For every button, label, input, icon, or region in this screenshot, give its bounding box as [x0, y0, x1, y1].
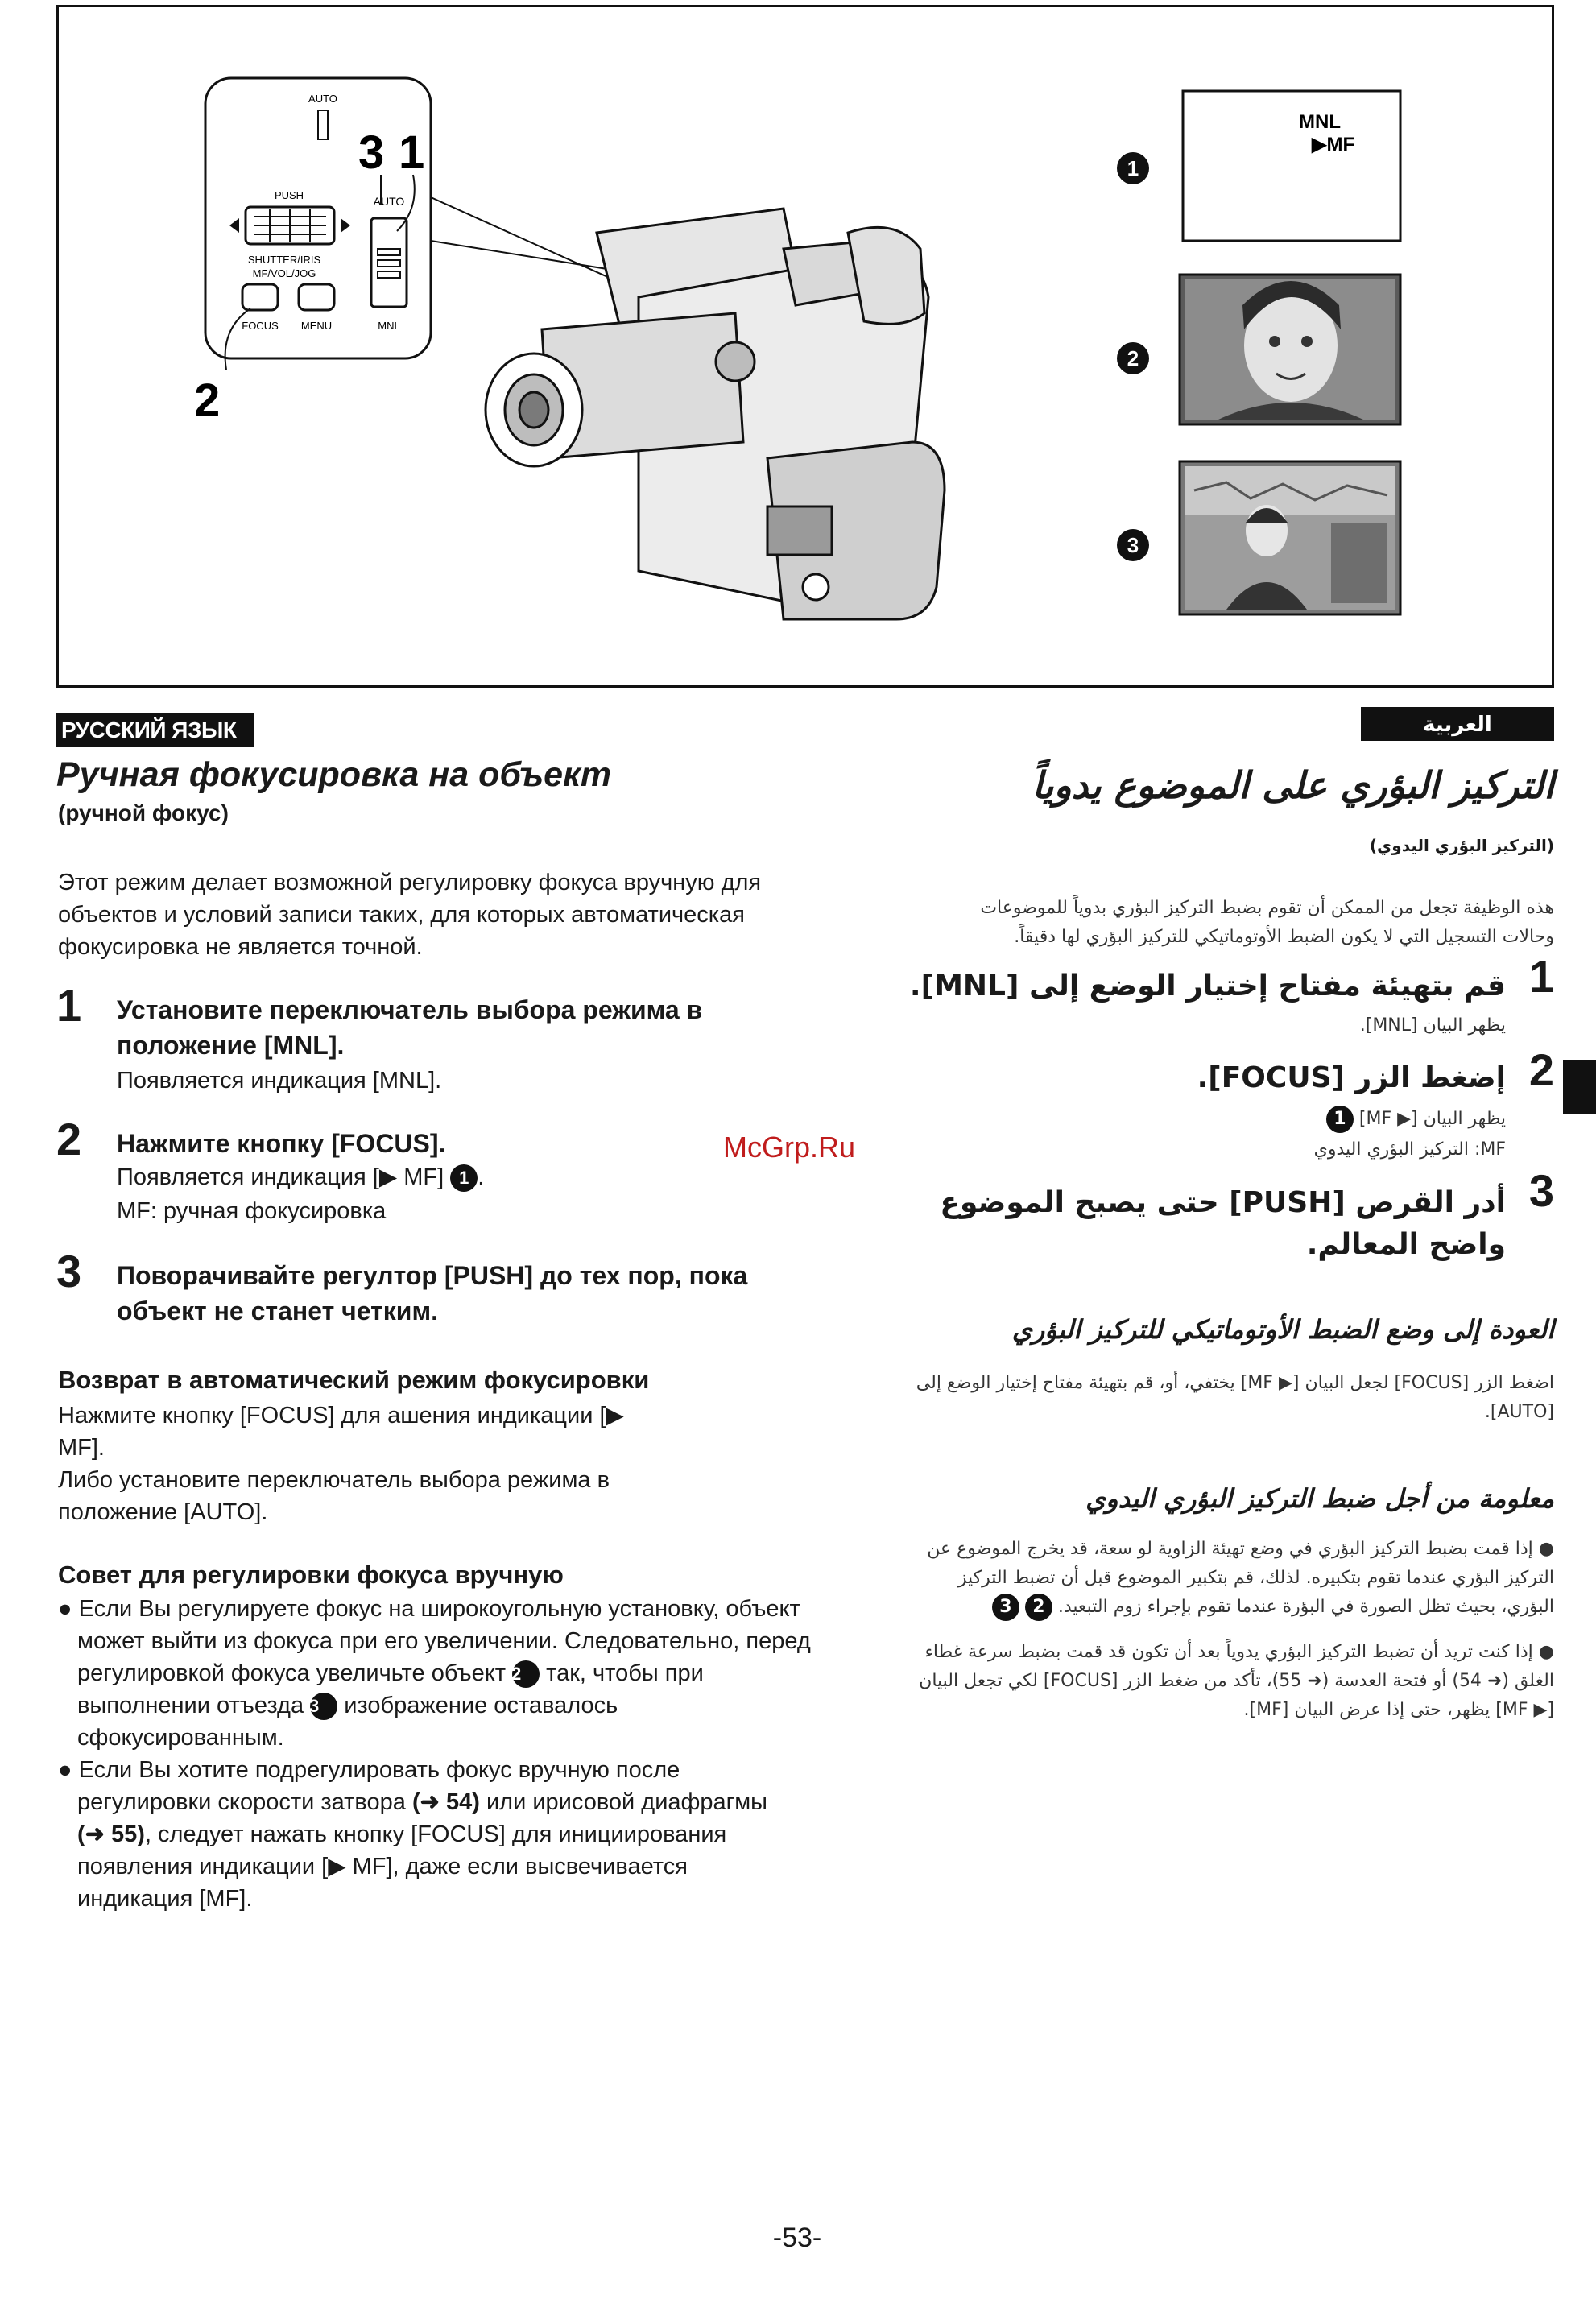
ar-step-3-number: 3: [1528, 1165, 1554, 1216]
push-dial-icon: [229, 207, 350, 244]
ru-step-2-number: 2: [56, 1114, 82, 1164]
mode-switch-icon: [371, 218, 407, 307]
ar-step-1-note: يظهر البيان [MNL].: [1359, 1015, 1506, 1036]
ru-page-subtitle: (ручной фокус): [58, 800, 229, 825]
ru-tip-2-ref-2: (➜ 55): [77, 1821, 145, 1847]
ar-step-2-note2: MF: التركيز البؤري اليدوي: [1313, 1139, 1506, 1160]
marker-3: 3: [1127, 533, 1139, 557]
ar-step-2-marker: 1: [1326, 1106, 1354, 1133]
ctrl-push-label: PUSH: [274, 189, 304, 201]
mode-indicator: [318, 110, 328, 139]
ru-tip-2: ● Если Вы хотите подрегулировать фокус вручную после регулировки скорости затвора (➜ 54) или ирисовой диафрагмы (➜ 55), следует нажать кнопку [FOCUS] для инициирования появления индикации [▶ MF], даже если высвечивается индикация [MF].: [58, 1757, 768, 1912]
callout-2: 2: [194, 374, 221, 427]
page-number: -53-: [772, 2222, 822, 2253]
photo-zoomed-out: [1180, 461, 1400, 614]
arabic-language-label: العربية: [1361, 707, 1554, 741]
ar-info-2-text: إذا كنت تريد أن تضبط التركيز البؤري يدوياً بعد أن تكون قد قمت بضبط سرعة غطاء الغلق (➜ 54) أو فتحة العدسة (➜ 55)، تأكد من ضغط الزر [FOCUS] لكي تجعل البيان [▶ MF] يظهر، حتى إذا عرض البيان [MF].: [919, 1642, 1554, 1720]
ar-page-title: التركيز البؤري على الموضوع يدوياً: [1032, 763, 1554, 807]
ctrl-auto-top-label: AUTO: [308, 93, 337, 105]
viewfinder-screen-1: [1183, 91, 1400, 241]
ctrl-mnl-label: MNL: [378, 320, 400, 332]
ru-step-2-note2: MF: ручная фокусировка: [117, 1198, 387, 1224]
focus-button: [242, 284, 278, 310]
ru-step-1-number: 1: [56, 980, 82, 1031]
ctrl-auto-side-label: AUTO: [373, 195, 405, 208]
ru-tip-1-text-c: изображение оставалось сфокусированным.: [77, 1693, 618, 1751]
ar-info-1-marker-b: 3: [992, 1594, 1019, 1621]
ru-intro: Этот режим делает возможной регулировку фокуса вручную для объектов и условий записи таких, для которых автоматическая фокусировка не является точной.: [58, 870, 762, 960]
ar-step-2-number: 2: [1528, 1044, 1554, 1095]
ar-step-1-number: 1: [1528, 951, 1554, 1002]
ru-step-2-note-text: Появляется индикация [▶ MF]: [117, 1164, 444, 1190]
photo-zoomed-in: [1180, 275, 1400, 424]
ru-return-text-1: Нажмите кнопку [FOCUS] для ашения индикации [▶ MF].: [58, 1403, 624, 1461]
ar-step-2-note-text: يظهر البيان [▶ MF]: [1358, 1109, 1506, 1129]
ar-step-2-title: إضغط الزر [FOCUS].: [1197, 1061, 1506, 1094]
ru-page-title: Ручная фокусировка на объект: [56, 755, 612, 794]
callout-1: 1: [399, 126, 425, 179]
ctrl-menu-label: MENU: [300, 320, 333, 332]
watermark: McGrp.Ru: [723, 1131, 856, 1164]
ar-return-heading: العودة إلى وضع الضبط الأوتوماتيكي للتركيز البؤري: [1011, 1314, 1554, 1345]
ru-tip-1-marker-a: 2: [512, 1660, 540, 1688]
ru-tip-2-text-a: Если Вы хотите подрегулировать фокус вручную после регулировки скорости затвора: [77, 1757, 680, 1815]
ar-step-2-note: [1326, 1105, 1506, 1134]
ru-step-3-number: 3: [56, 1246, 82, 1296]
screen-mnl-text: MNL: [1299, 111, 1341, 133]
ar-info-1-marker-a: 2: [1025, 1594, 1052, 1621]
camcorder-drawing: [486, 209, 945, 619]
ar-info-2: ● إذا كنت تريد أن تضبط التركيز البؤري يدوياً بعد أن تكون قد قمت بضبط سرعة غطاء الغلق (➜ 54) أو فتحة العدسة (➜ 55)، تأكد من ضغط الزر [FOCUS] لكي تجعل البيان [▶ MF] يظهر، حتى إذا عرض البيان [MF].: [919, 1642, 1554, 1720]
ru-step-2-note: Появляется индикация [▶ MF] 1 .: [117, 1161, 484, 1193]
ar-info-1: ● إذا قمت بضبط التركيز البؤري في وضع تهيئة الزاوية لو سعة، قد يخرج الموضوع عن التركيز البؤري عندما تقوم بتكبيره. لذلك، قم بتكبير الموضوع قبل أن تضبط التركيز البؤري، بحيث تظل الصورة في البؤرة عندما تقوم بإجراء زوم التبعيد. 2 3: [910, 1535, 1554, 1622]
ru-step-2-title: Нажмите кнопку [FOCUS].: [117, 1129, 446, 1158]
ru-tip-2-text-c: , следует нажать кнопку [FOCUS] для инициирования появления индикации [▶ MF], даже если высвечивается индикация [MF].: [77, 1821, 727, 1912]
ru-step-2-marker: 1: [450, 1164, 478, 1192]
ru-tip-1-text-b: так, чтобы при выполнении отъезда: [77, 1660, 704, 1718]
illustration-figure: [56, 5, 1554, 688]
ru-step-3-title: Поворачивайте регултор [PUSH] до тех пор, пока объект не станет четким.: [117, 1261, 748, 1325]
ar-page-subtitle: (التركيز البؤري اليدوي): [1369, 836, 1554, 855]
callout-3: 3: [358, 126, 385, 179]
ru-tip-1: ● Если Вы регулируете фокус на широкоугольную установку, объект может выйти из фокуса при его увеличении. Следовательно, перед регулировкой фокуса увеличьте объект 2 так, чтобы при выполнении отъезда 3 изображение оставалось сфокусированным.: [58, 1596, 811, 1751]
screen-markers: [1117, 152, 1149, 561]
ru-tip-2-text-b: или ирисовой диафрагмы: [486, 1789, 768, 1815]
ar-info-1-text: إذا قمت بضبط التركيز البؤري في وضع تهيئة الزاوية لو سعة، قد يخرج الموضوع عن التركيز البؤري عندما تقوم بتكبيره. لذلك، قم بتكبير الموضوع قبل أن تضبط التركيز البؤري، بحيث تظل الصورة في البؤرة عندما تقوم بإجراء زوم التبعيد.: [927, 1539, 1554, 1617]
menu-button: [299, 284, 334, 310]
ru-return-heading: Возврат в автоматический режим фокусировки: [58, 1366, 650, 1394]
ar-return-text: اضغط الزر [FOCUS] لجعل البيان [▶ MF] يختفي، أو، قم بتهيئة مفتاح إختيار الوضع إلى [AUTO].: [916, 1373, 1554, 1422]
russian-language-label: РУССКИЙ ЯЗЫК: [56, 713, 254, 747]
ar-info-heading: معلومة من أجل ضبط التركيز البؤري اليدوي: [1085, 1483, 1554, 1514]
ctrl-mfvol-label: MF/VOL/JOG: [252, 267, 316, 279]
ru-tip-2-ref-1: (➜ 54): [411, 1789, 480, 1815]
ru-step-1-title: Установите переключатель выбора режима в положение [MNL].: [117, 995, 703, 1060]
ctrl-shutter-label: SHUTTER/IRIS: [247, 254, 321, 266]
ru-step-1-note: Появляется индикация [MNL].: [117, 1068, 442, 1094]
ar-step-3-title: أدر القرص [PUSH] حتى يصبح الموضوع واضح المعالم.: [940, 1186, 1506, 1261]
marker-1: 1: [1127, 156, 1139, 180]
screen-mf-text: ▶MF: [1312, 134, 1355, 155]
ctrl-focus-label: FOCUS: [242, 320, 279, 332]
ru-tip-1-text-a: Если Вы регулируете фокус на широкоугольную установку, объект может выйти из фокуса при его увеличении. Следовательно, перед регулировкой фокуса увеличьте объект: [77, 1596, 811, 1686]
marker-2: 2: [1127, 346, 1139, 370]
ar-step-1-title: قم بتهيئة مفتاح إختيار الوضع إلى [MNL].: [909, 970, 1506, 1003]
ru-tip-1-marker-b: 3: [310, 1693, 337, 1720]
ru-return-text-2: Либо установите переключатель выбора режима в положение [AUTO].: [58, 1467, 610, 1525]
ar-intro: هذه الوظيفة تجعل من الممكن أن تقوم بضبط التركيز البؤري بدوياً للموضوعات وحالات التسجيل التي لا يكون الضبط الأوتوماتيكي للتركيز البؤري لها دقيقاً.: [980, 898, 1554, 947]
ru-tip-heading: Совет для регулировки фокуса вручную: [58, 1561, 564, 1589]
camcorder-illustration: [59, 7, 1552, 685]
section-side-tab: [1563, 1060, 1596, 1114]
